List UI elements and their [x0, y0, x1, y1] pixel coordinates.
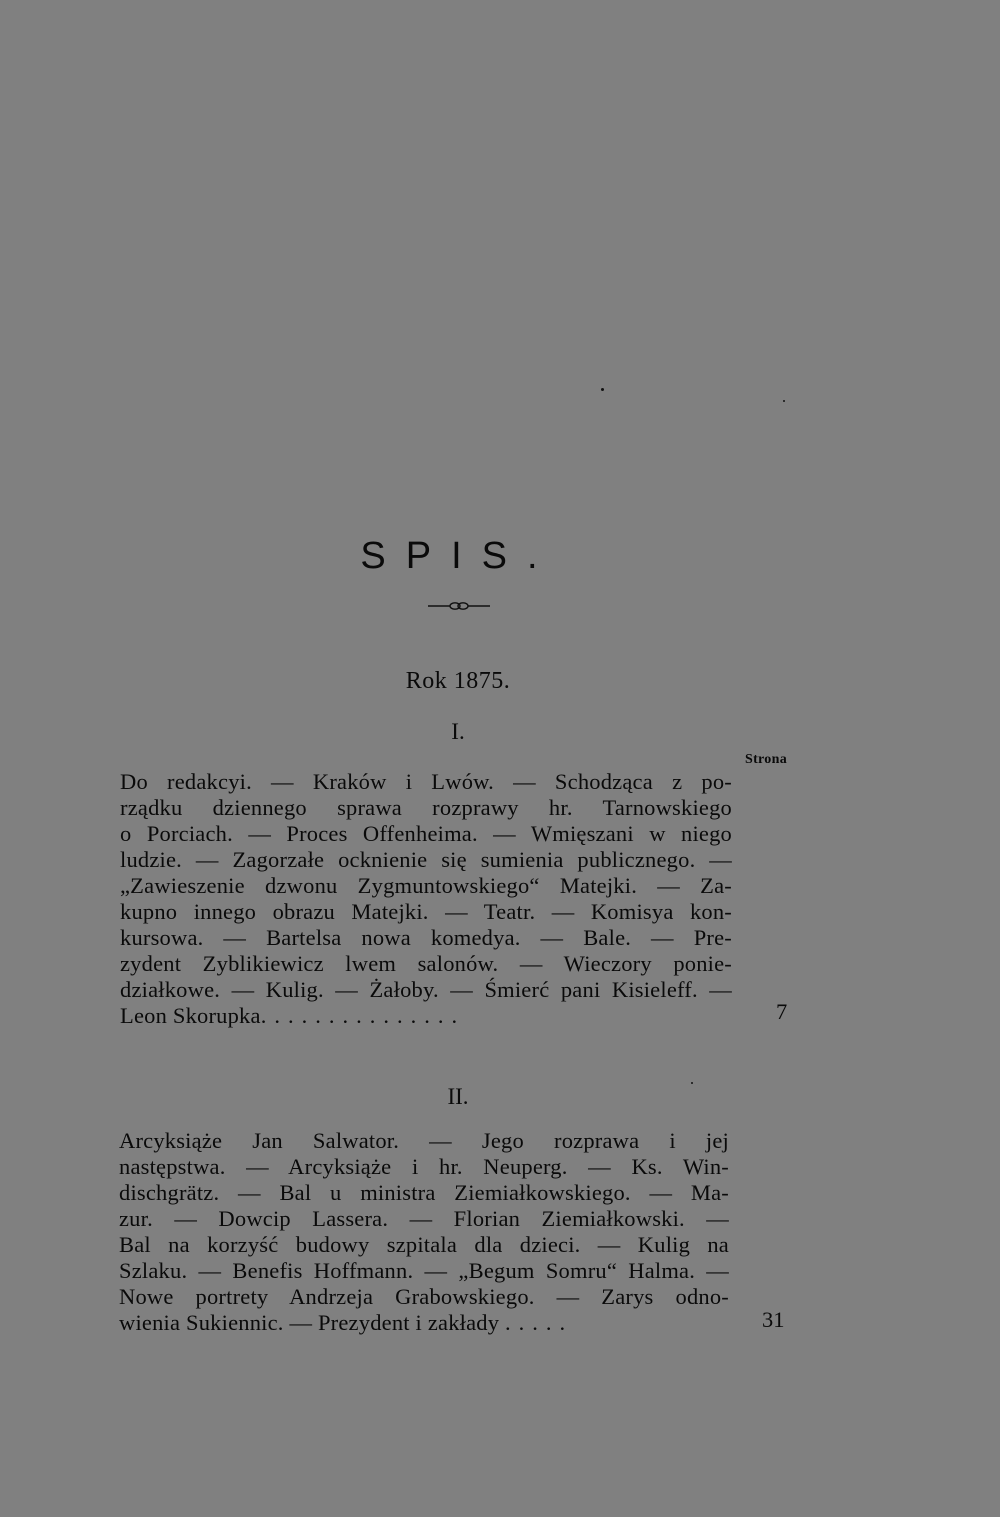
entry-line: następstwa. — Arcyksiąże i hr. Neuperg. — Ks. Win- [119, 1154, 729, 1179]
section-number: I. [451, 719, 465, 744]
entry-last-line [120, 1003, 732, 1029]
entry-line: Arcyksiąże Jan Salwator. — Jego rozprawa i jej [119, 1128, 729, 1153]
entry-line: Nowe portrety Andrzeja Grabowskiego. — Zarys odno- [119, 1284, 729, 1309]
dot-leader: ..... [505, 1310, 574, 1335]
entry-line: o Porciach. — Proces Offenheima. — Wmięszani w niego [120, 821, 732, 846]
entry-last-line [119, 1310, 729, 1336]
entry-line: Do redakcyi. — Kraków i Lwów. — Schodząca z po- [120, 769, 732, 794]
entry-line: „Zawieszenie dzwonu Zygmuntowskiego“ Matejki. — Za- [120, 873, 732, 898]
entry-line-text: Leon Skorupka [120, 1003, 261, 1028]
page-number: 31 [762, 1307, 785, 1332]
toc-entry [120, 769, 732, 1029]
entry-line: Szlaku. — Benefis Hoffmann. — „Begum Somru“ Halma. — [119, 1258, 729, 1283]
entry-line: działkowe. — Kulig. — Żałoby. — Śmierć pani Kisieleff. — [120, 977, 732, 1002]
entry-line: kursowa. — Bartelsa nowa komedya. — Bale. — Pre- [120, 925, 732, 950]
section-number: II. [447, 1084, 469, 1109]
entry-line-text: wienia Sukiennic. — Prezydent i zakłady [119, 1310, 500, 1335]
entry-line: zydent Zyblikiewicz lwem salonów. — Wieczory ponie- [120, 951, 732, 976]
print-speck [783, 400, 785, 402]
entry-line: kupno innego obrazu Matejki. — Teatr. — Komisya kon- [120, 899, 732, 924]
year-heading: Rok 1875. [405, 668, 511, 694]
entry-line: dischgrätz. — Bal u ministra Ziemiałkowskiego. — Ma- [119, 1180, 729, 1205]
entry-line: Bal na korzyść budowy szpitala dla dzieci. — Kulig na [119, 1232, 729, 1257]
page-number: 7 [776, 999, 788, 1024]
entry-line: rządku dziennego sprawa rozprawy hr. Tarnowskiego [120, 795, 732, 820]
toc-entry [119, 1128, 729, 1336]
divider-ornament-icon [428, 596, 490, 616]
page-column-label: Strona [745, 752, 787, 767]
dot-leader: ............... [260, 1003, 466, 1028]
entry-line: zur. — Dowcip Lassera. — Florian Ziemiałkowski. — [119, 1206, 729, 1231]
print-speck [601, 388, 604, 391]
entry-line: ludzie. — Zagorzałe ocknienie się sumienia publicznego. — [120, 847, 732, 872]
page-title: SPIS. [360, 535, 558, 577]
